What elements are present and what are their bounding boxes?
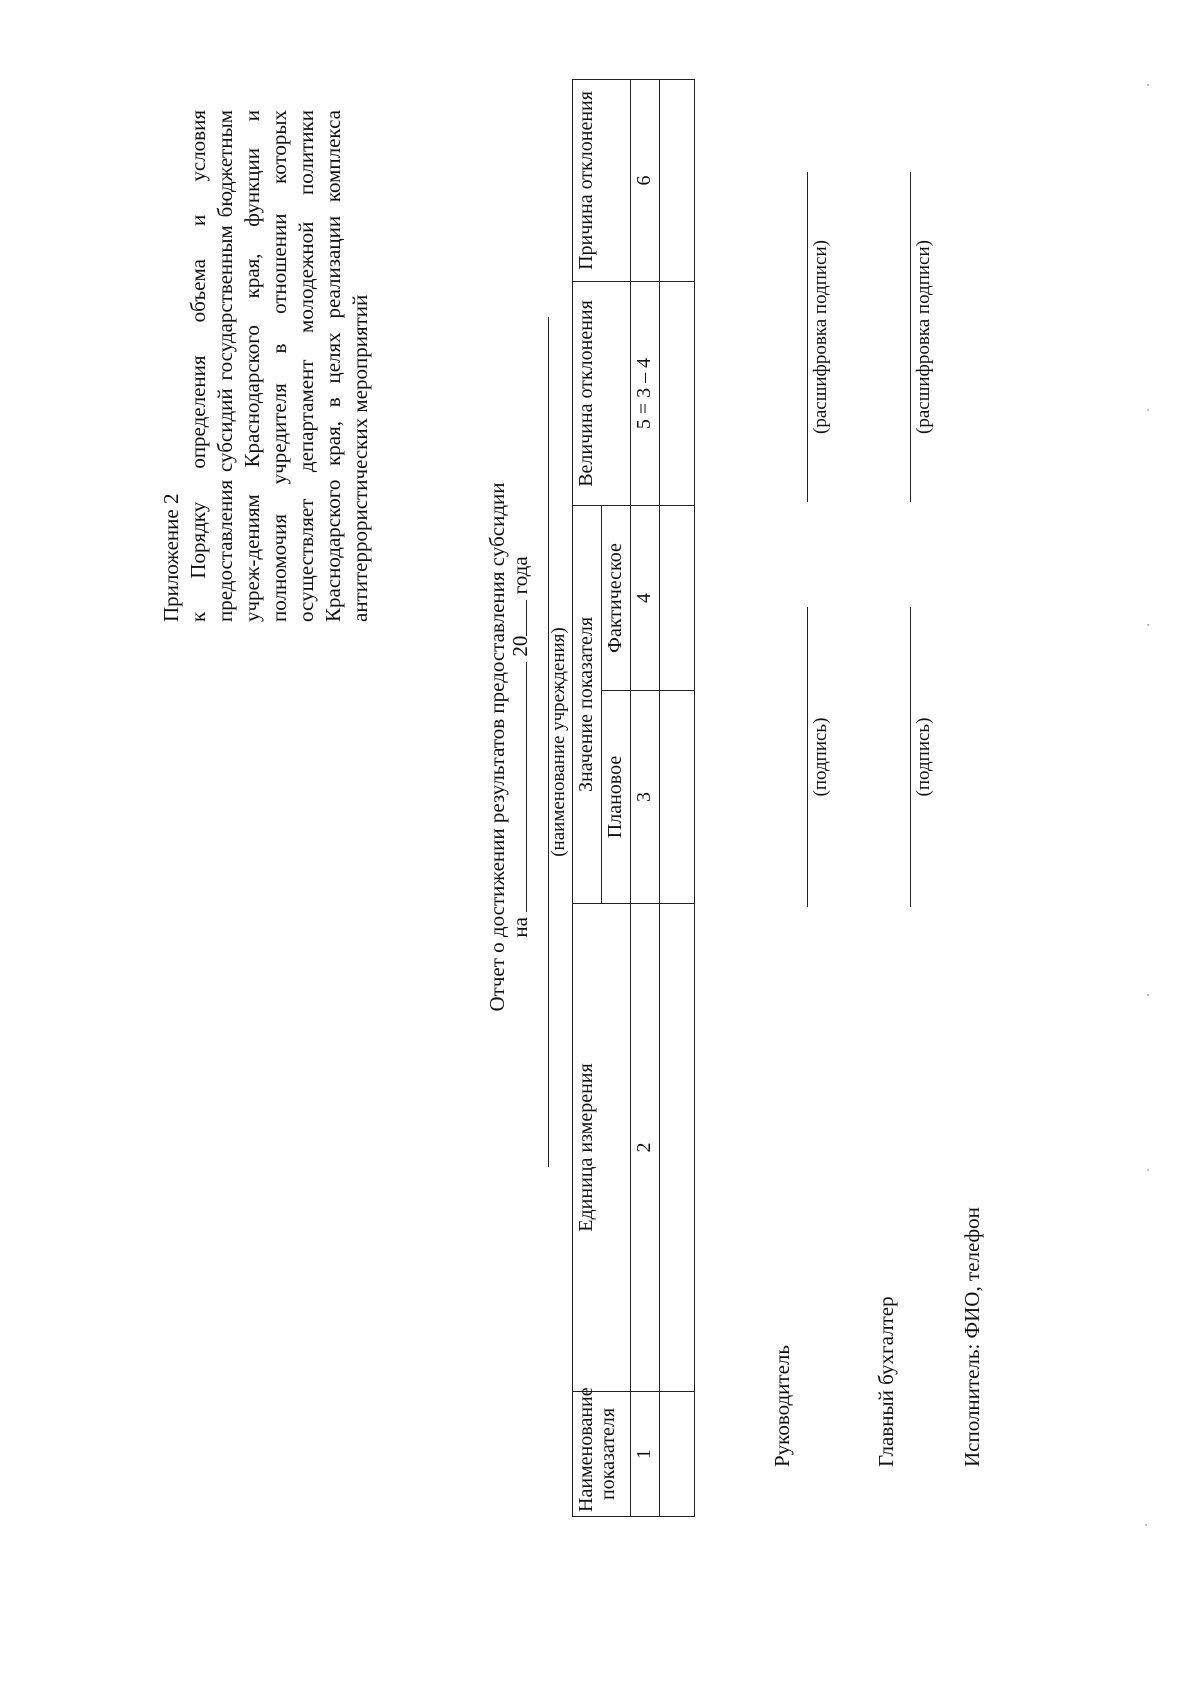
period-year-prefix: 20 — [508, 635, 532, 657]
appendix-block — [158, 110, 374, 622]
appendix-body: к Порядку определения объема и условия предоставления субсидий государственным бюджетным учреж-дениям Краснодарского края, функции и полномочия учредителя в отношении которых осуществляет департамент молодежной политики Краснодарского края, в целях реализации комплекса антитеррористических мероприятий — [186, 110, 372, 622]
head-decode-caption: (расшифровка подписи) — [810, 240, 831, 434]
head-label: Руководитель — [770, 1345, 794, 1467]
column-number: 3 — [631, 691, 660, 904]
accountant-decode-caption: (расшифровка подписи) — [913, 240, 934, 434]
head-signature-line — [807, 607, 808, 907]
institution-caption: (наименование учреждения) — [548, 627, 569, 857]
accountant-decode-line — [910, 172, 911, 502]
report-period — [508, 397, 532, 1097]
header-actual: Фактическое — [602, 505, 631, 690]
appendix-title: Приложение 2 — [159, 493, 183, 622]
table-cell — [660, 281, 695, 505]
table-cell — [660, 1392, 695, 1517]
period-suffix: года — [508, 556, 532, 595]
head-signature-caption: (подпись) — [810, 717, 831, 797]
table-cell — [660, 79, 695, 281]
report-table — [572, 79, 695, 1517]
scan-artifact: · — [1142, 992, 1157, 997]
table-cell — [660, 691, 695, 904]
column-number: 5 = 3 – 4 — [631, 281, 660, 505]
head-decode-line — [807, 172, 808, 502]
header-value-group: Значение показателя — [573, 505, 602, 903]
header-deviation: Величина отклонения — [573, 281, 631, 505]
accountant-signature-caption: (подпись) — [913, 717, 934, 797]
column-number: 4 — [631, 505, 660, 690]
header-unit: Единица измерения — [573, 904, 631, 1392]
header-planned: Плановое — [602, 691, 631, 904]
column-number: 2 — [631, 904, 660, 1392]
accountant-signature-line — [910, 607, 911, 907]
period-date-blank — [508, 662, 527, 912]
report-title: Отчет о достижении результатов предоставления субсидии — [485, 482, 509, 1012]
period-prefix: на — [508, 917, 532, 938]
executor-label: Исполнитель: ФИО, телефон — [960, 1207, 984, 1467]
header-reason: Причина отклонения — [573, 79, 631, 281]
column-number: 1 — [631, 1392, 660, 1517]
scan-artifact: · — [1142, 1167, 1157, 1172]
table-cell — [660, 505, 695, 690]
scan-artifact: · — [1142, 82, 1157, 87]
period-year-blank — [508, 600, 527, 636]
scan-artifact: · — [1142, 622, 1157, 627]
column-number: 6 — [631, 79, 660, 281]
accountant-label: Главный бухгалтер — [874, 1296, 898, 1467]
table-header-row — [573, 79, 602, 1516]
scan-artifact: · — [1140, 1522, 1155, 1527]
table-number-row — [631, 79, 660, 1516]
table-cell — [660, 904, 695, 1392]
header-indicator-name: Наименование показателя — [573, 1392, 631, 1517]
scan-artifact: · — [1142, 407, 1157, 412]
table-row — [660, 79, 695, 1516]
